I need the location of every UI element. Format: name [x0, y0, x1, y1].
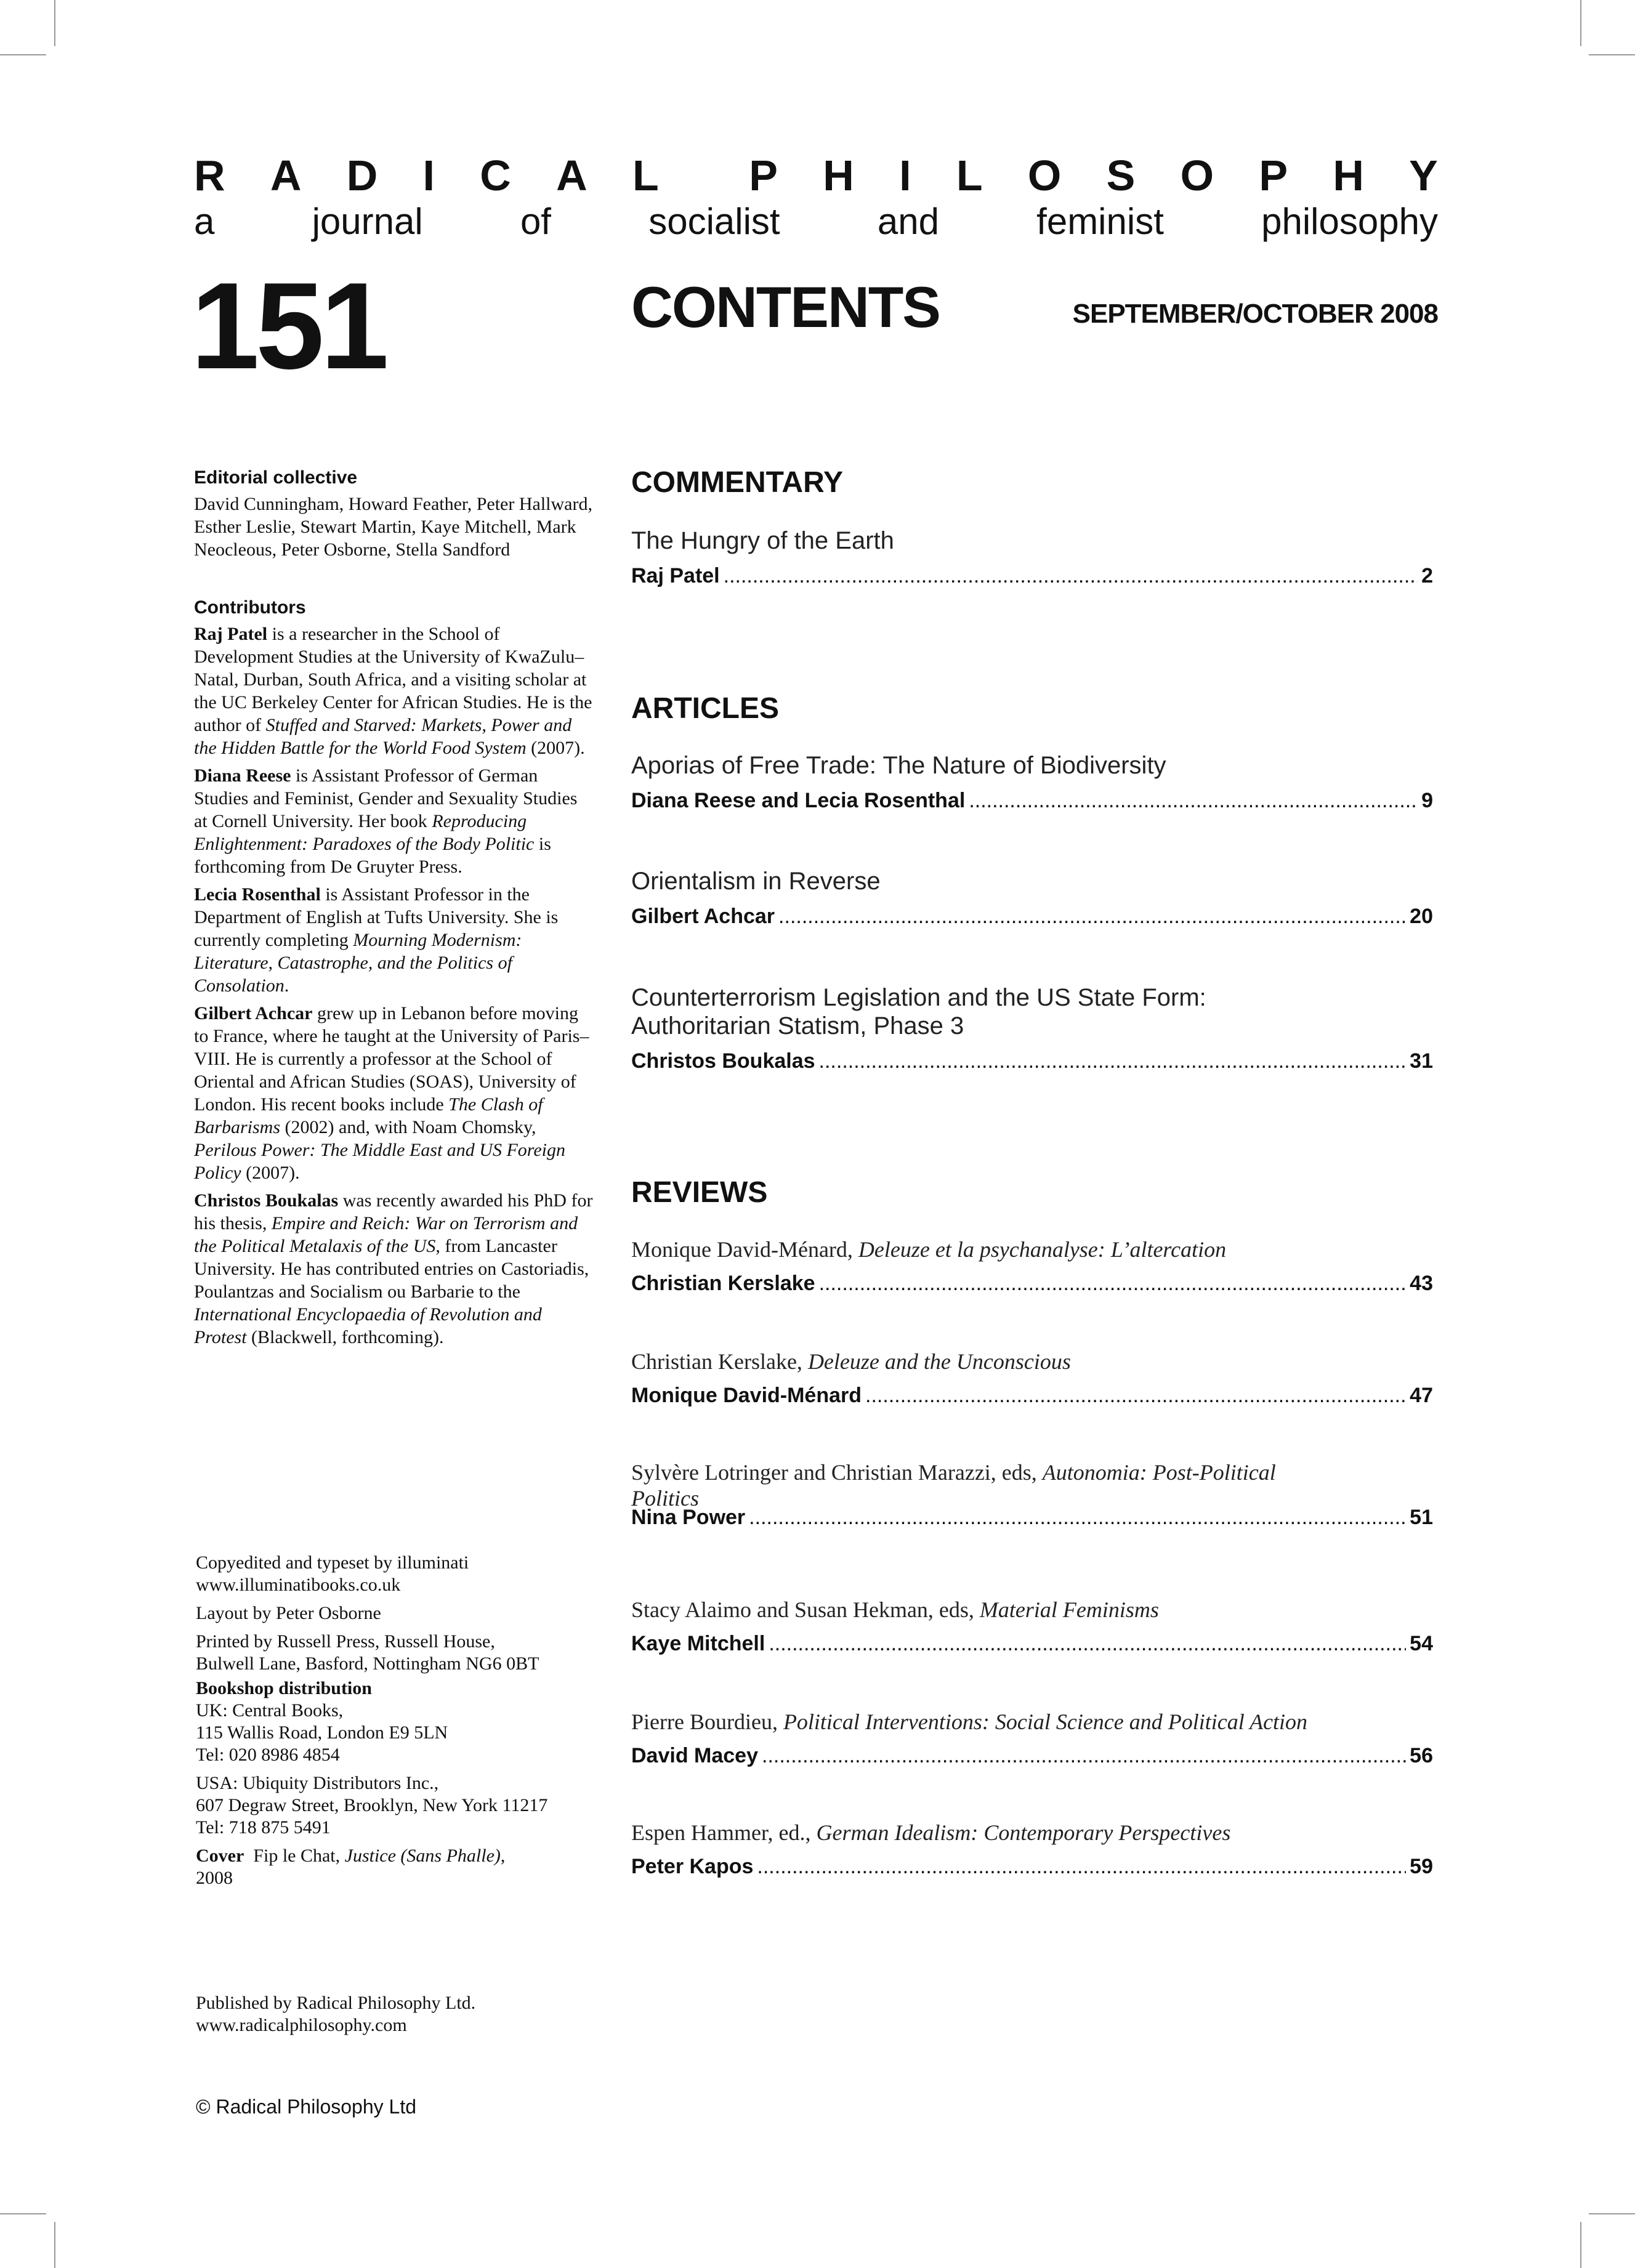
editorial-members: David Cunningham, Howard Feather, Peter Hallward, Esther Leslie, Stewart Martin, Kaye Mitchell, Mark Neocleous, Peter Osborne, Stella Sandford [194, 494, 592, 560]
entry-title: Espen Hammer, ed., German Idealism: Contemporary Perspectives [631, 1820, 1231, 1845]
toc-entry [631, 527, 1433, 588]
printer-credit: Printed by Russell Press, Russell House, Bulwell Lane, Basford, Nottingham NG6 0BT [196, 1631, 539, 1674]
toc-entry [631, 1709, 1433, 1768]
title-letter: H [823, 151, 854, 200]
subtitle-word: a [194, 201, 215, 242]
entry-author: Monique David-Ménard [631, 1384, 862, 1407]
title-letter: A [556, 151, 587, 200]
subtitle-word: socialist [648, 201, 780, 242]
toc-entry [631, 1496, 1433, 1530]
dot-leader [762, 1743, 1406, 1768]
issue-number: 151 [191, 257, 386, 395]
title-letter: A [270, 151, 302, 200]
dot-leader [749, 1505, 1406, 1530]
contributor-bio: Lecia Rosenthal is Assistant Professor in the Department of English at Tufts University. She is currently completing Mourning Modernism: Literature, Catastrophe, and the Politics of Consolation. [194, 884, 559, 996]
subtitle-word: and [877, 201, 939, 242]
title-letter: I [899, 151, 911, 200]
entry-title: Pierre Bourdieu, Political Interventions: Social Science and Political Action [631, 1709, 1308, 1734]
entry-page: 31 [1410, 1049, 1433, 1073]
production-credits [196, 1552, 602, 1895]
title-letter: L [632, 151, 659, 200]
entry-page: 43 [1410, 1272, 1433, 1295]
entry-author: Diana Reese and Lecia Rosenthal [631, 789, 966, 812]
title-letter: P [1259, 151, 1288, 200]
entry-author: Peter Kapos [631, 1855, 754, 1878]
entry-author: David Macey [631, 1744, 758, 1767]
entry-author: Christian Kerslake [631, 1272, 815, 1295]
entry-author: Kaye Mitchell [631, 1632, 765, 1655]
toc-line [631, 904, 1433, 929]
journal-subtitle [194, 203, 1438, 240]
toc-line [631, 788, 1433, 813]
entry-author: Nina Power [631, 1506, 746, 1529]
toc-line [631, 1383, 1433, 1408]
copyright-notice: © Radical Philosophy Ltd [196, 2096, 416, 2118]
layout-credit: Layout by Peter Osborne [196, 1603, 381, 1623]
usa-distributor: USA: Ubiquity Distributors Inc., 607 Degraw Street, Brooklyn, New York 11217 Tel: 718 875 5491 [196, 1773, 548, 1838]
title-letter: O [1027, 151, 1062, 200]
toc-line [631, 1743, 1433, 1768]
subtitle-word: feminist [1036, 201, 1164, 242]
issue-date: SEPTEMBER/OCTOBER 2008 [1072, 299, 1438, 329]
toc-line [631, 1631, 1433, 1656]
entry-author: Gilbert Achcar [631, 905, 775, 928]
bookshop-heading: Bookshop distribution [196, 1678, 372, 1698]
toc-entry [631, 867, 1433, 929]
entry-title: Orientalism in Reverse [631, 868, 881, 895]
section-heading-reviews: REVIEWS [631, 1176, 768, 1209]
entry-title: Counterterrorism Legislation and the US State Form: Authoritarian Statism, Phase 3 [631, 984, 1206, 1039]
toc-entry [631, 1237, 1433, 1296]
toc-entry [631, 1820, 1433, 1879]
entry-author: Raj Patel [631, 564, 720, 587]
toc-line [631, 1271, 1433, 1296]
entry-title: The Hungry of the Earth [631, 527, 894, 554]
contributor-bio: Gilbert Achcar grew up in Lebanon before moving to France, where he taught at the University of Paris–VIII. He is currently a professor at the School of Oriental and African Studies (SOAS), University of London. His recent books include The Clash of Barbarisms (2002) and, with Noam Chomsky, Perilous Power: The Middle East and US Foreign Policy (2007). [194, 1003, 589, 1183]
crop-mark [1589, 2213, 1635, 2214]
uk-distributor: UK: Central Books, 115 Wallis Road, London E9 5LN Tel: 020 8986 4854 [196, 1700, 448, 1765]
title-letter: C [480, 151, 511, 200]
title-letter: Y [1409, 151, 1438, 200]
toc-entry [631, 1349, 1433, 1408]
dot-leader [778, 904, 1406, 929]
crop-mark [54, 0, 55, 46]
entry-page: 51 [1410, 1506, 1433, 1529]
toc-line [631, 1854, 1433, 1879]
title-letter: R [194, 151, 225, 200]
section-heading-articles: ARTICLES [631, 692, 779, 725]
entry-page: 56 [1410, 1744, 1433, 1767]
entry-title: Sylvère Lotringer and Christian Marazzi, eds, Autonomia: Post-Political Politics [631, 1460, 1276, 1511]
entry-title: Aporias of Free Trade: The Nature of Biodiversity [631, 752, 1166, 779]
title-letter: S [1106, 151, 1136, 200]
subtitle-word: journal [312, 201, 423, 242]
left-column [194, 467, 594, 1354]
copyedit-credit: Copyedited and typeset by illuminati www.illuminatibooks.co.uk [196, 1552, 469, 1595]
toc-line [631, 563, 1433, 588]
subtitle-word: philosophy [1261, 201, 1438, 242]
entry-page: 2 [1421, 564, 1433, 587]
entry-page: 20 [1410, 905, 1433, 928]
editorial-heading: Editorial collective [194, 467, 358, 488]
toc-entry [631, 983, 1433, 1073]
dot-leader [969, 788, 1418, 813]
toc-entry [631, 751, 1433, 813]
dot-leader [819, 1049, 1407, 1073]
publisher-info: Published by Radical Philosophy Ltd. www.radicalphilosophy.com [196, 1993, 476, 2035]
dot-leader [865, 1383, 1406, 1408]
dot-leader [757, 1854, 1406, 1879]
dot-leader [819, 1271, 1407, 1296]
contributor-bio: Christos Boukalas was recently awarded his PhD for his thesis, Empire and Reich: War on Terrorism and the Political Metalaxis of the US, from Lancaster University. He has contributed entries on Castoriadis, Poulantzas and Socialism ou Barbarie to the International Encyclopaedia of Revolution and Protest (Blackwell, forthcoming). [194, 1190, 593, 1347]
entry-page: 9 [1421, 789, 1433, 812]
crop-mark [1580, 0, 1581, 46]
crop-mark [0, 54, 46, 55]
crop-mark [0, 2213, 46, 2214]
title-letter: H [1333, 151, 1364, 200]
toc-line [631, 1505, 1433, 1530]
entry-page: 47 [1410, 1384, 1433, 1407]
entry-author: Christos Boukalas [631, 1049, 815, 1073]
toc-line [631, 1049, 1433, 1073]
entry-title: Christian Kerslake, Deleuze and the Unconscious [631, 1349, 1071, 1374]
entry-page: 54 [1410, 1632, 1433, 1655]
contributors-heading: Contributors [194, 597, 306, 618]
entry-title: Stacy Alaimo and Susan Hekman, eds, Material Feminisms [631, 1597, 1159, 1622]
subtitle-word: of [520, 201, 551, 242]
toc-entry [631, 1597, 1433, 1656]
contributor-bio: Raj Patel is a researcher in the School of Development Studies at the University of KwaZulu–Natal, Durban, South Africa, and a visiting scholar at the UC Berkeley Center for African Studies. He is the author of Stuffed and Starved: Markets, Power and the Hidden Battle for the World Food System (2007). [194, 624, 592, 758]
crop-mark [1580, 2222, 1581, 2268]
copyright-symbol: © [196, 2096, 211, 2118]
title-letter: L [956, 151, 983, 200]
contents-heading: CONTENTS [631, 275, 940, 339]
title-letter: I [422, 151, 435, 200]
title-letter: P [749, 151, 778, 200]
entry-page: 59 [1410, 1855, 1433, 1878]
dot-leader [769, 1631, 1406, 1656]
contributor-bio: Diana Reese is Assistant Professor of German Studies and Feminist, Gender and Sexuality Studies at Cornell University. Her book Reproducing Enlightenment: Paradoxes of the Body Politic is forthcoming from De Gruyter Press. [194, 765, 578, 877]
entry-title: Monique David-Ménard, Deleuze et la psychanalyse: L’altercation [631, 1237, 1227, 1262]
cover-credit: Cover Fip le Chat, Justice (Sans Phalle), 2008 [196, 1846, 506, 1888]
journal-title [194, 151, 1438, 200]
dot-leader [724, 563, 1418, 588]
title-letter: O [1180, 151, 1214, 200]
crop-mark [54, 2222, 55, 2268]
title-letter: D [346, 151, 378, 200]
crop-mark [1589, 54, 1635, 55]
section-heading-commentary: COMMENTARY [631, 466, 843, 499]
